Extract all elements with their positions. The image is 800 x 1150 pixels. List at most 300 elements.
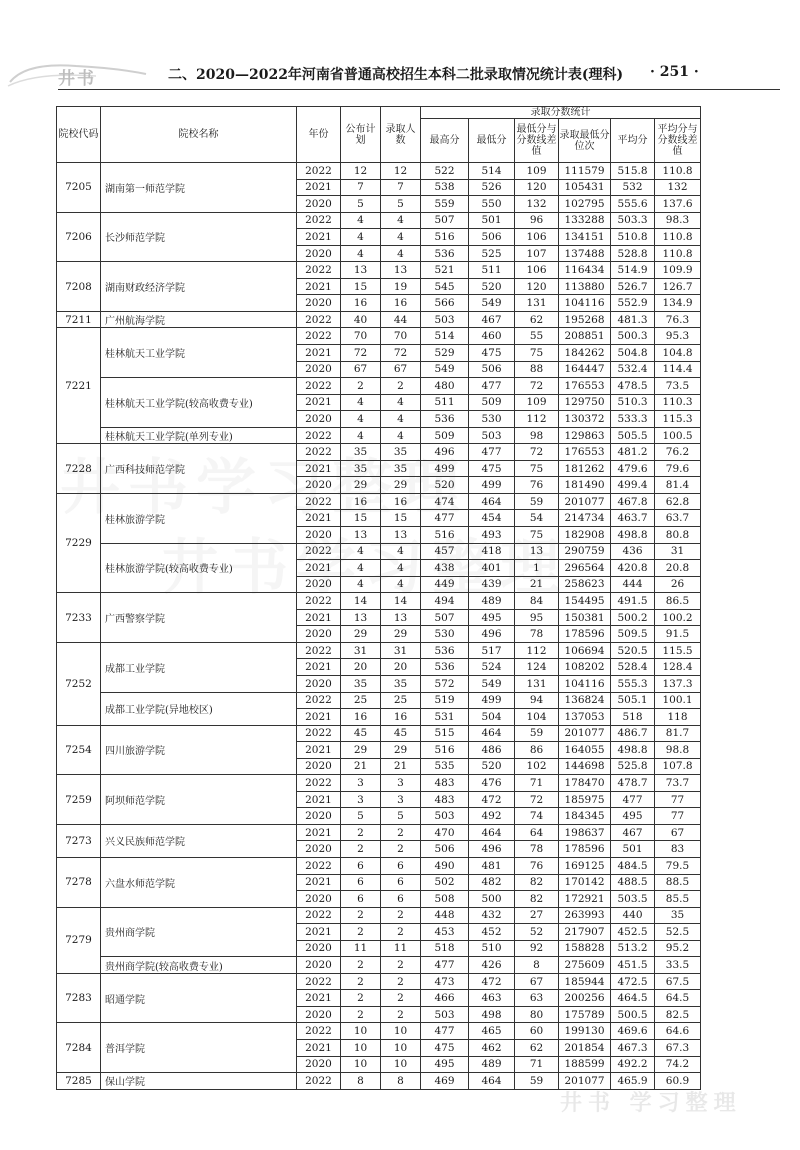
cell-max-score: 506 [421, 841, 469, 858]
cell-min-score: 514 [469, 163, 515, 180]
cell-avg-diff: 64.5 [655, 990, 701, 1007]
cell-admitted: 20 [381, 659, 421, 676]
cell-avg-diff: 100.1 [655, 692, 701, 709]
cell-plan: 29 [341, 742, 381, 759]
cell-plan: 4 [341, 212, 381, 229]
cell-year: 2021 [297, 345, 341, 362]
cell-year: 2021 [297, 990, 341, 1007]
cell-avg-score: 510.8 [611, 229, 655, 246]
cell-plan: 10 [341, 1056, 381, 1073]
cell-max-score: 559 [421, 196, 469, 213]
cell-min-rank: 198637 [559, 824, 611, 841]
cell-min-diff: 55 [515, 328, 559, 345]
cell-min-score: 524 [469, 659, 515, 676]
table-row [57, 642, 701, 659]
cell-avg-score: 500.2 [611, 609, 655, 626]
cell-admitted: 10 [381, 1039, 421, 1056]
cell-avg-score: 513.2 [611, 940, 655, 957]
cell-min-diff: 92 [515, 940, 559, 957]
cell-avg-diff: 134.9 [655, 295, 701, 312]
cell-min-diff: 59 [515, 725, 559, 742]
cell-min-rank: 184262 [559, 345, 611, 362]
cell-min-diff: 106 [515, 262, 559, 279]
cell-min-score: 464 [469, 725, 515, 742]
cell-year: 2022 [297, 311, 341, 328]
cell-avg-diff: 76.3 [655, 311, 701, 328]
cell-admitted: 2 [381, 907, 421, 924]
cell-plan: 12 [341, 163, 381, 180]
cell-plan: 31 [341, 642, 381, 659]
cell-min-score: 506 [469, 229, 515, 246]
cell-min-rank: 184345 [559, 808, 611, 825]
cell-max-score: 503 [421, 808, 469, 825]
cell-year: 2021 [297, 278, 341, 295]
cell-min-rank: 201077 [559, 725, 611, 742]
cell-min-score: 499 [469, 477, 515, 494]
cell-min-rank: 185975 [559, 791, 611, 808]
cell-max-score: 545 [421, 278, 469, 295]
cell-min-rank: 144698 [559, 758, 611, 775]
cell-code: 7208 [57, 262, 101, 312]
cell-year: 2020 [297, 196, 341, 213]
cell-avg-score: 492.2 [611, 1056, 655, 1073]
cell-max-score: 448 [421, 907, 469, 924]
cell-avg-diff: 128.4 [655, 659, 701, 676]
cell-avg-diff: 35 [655, 907, 701, 924]
cell-year: 2020 [297, 957, 341, 974]
cell-max-score: 495 [421, 1056, 469, 1073]
cell-avg-score: 499.4 [611, 477, 655, 494]
table-row [57, 824, 701, 841]
cell-min-score: 467 [469, 311, 515, 328]
cell-year: 2021 [297, 824, 341, 841]
cell-max-score: 480 [421, 378, 469, 395]
cell-min-rank: 178596 [559, 841, 611, 858]
cell-year: 2022 [297, 543, 341, 560]
cell-year: 2022 [297, 775, 341, 792]
cell-max-score: 483 [421, 775, 469, 792]
cell-avg-score: 514.9 [611, 262, 655, 279]
cell-admitted: 7 [381, 179, 421, 196]
cell-min-diff: 63 [515, 990, 559, 1007]
cell-min-rank: 176553 [559, 444, 611, 461]
cell-min-rank: 150381 [559, 609, 611, 626]
cell-admitted: 2 [381, 957, 421, 974]
cell-min-diff: 1 [515, 560, 559, 577]
cell-min-rank: 111579 [559, 163, 611, 180]
cell-max-score: 536 [421, 245, 469, 262]
cell-avg-diff: 95.3 [655, 328, 701, 345]
cell-avg-diff: 107.8 [655, 758, 701, 775]
cell-avg-score: 500.3 [611, 328, 655, 345]
cell-max-score: 516 [421, 742, 469, 759]
cell-min-diff: 72 [515, 378, 559, 395]
cell-min-score: 489 [469, 593, 515, 610]
cell-year: 2022 [297, 427, 341, 444]
cell-min-diff: 60 [515, 1023, 559, 1040]
cell-min-rank: 172921 [559, 891, 611, 908]
cell-year: 2020 [297, 758, 341, 775]
cell-avg-diff: 91.5 [655, 626, 701, 643]
cell-year: 2022 [297, 1073, 341, 1090]
cell-min-diff: 75 [515, 527, 559, 544]
cell-admitted: 10 [381, 1056, 421, 1073]
cell-min-rank: 154495 [559, 593, 611, 610]
cell-plan: 10 [341, 1039, 381, 1056]
cell-avg-diff: 86.5 [655, 593, 701, 610]
cell-min-diff: 13 [515, 543, 559, 560]
cell-max-score: 502 [421, 874, 469, 891]
cell-min-score: 489 [469, 1056, 515, 1073]
cell-min-rank: 199130 [559, 1023, 611, 1040]
table-row [57, 444, 701, 461]
cell-max-score: 499 [421, 460, 469, 477]
table-row [57, 311, 701, 328]
cell-avg-score: 526.7 [611, 278, 655, 295]
cell-max-score: 477 [421, 510, 469, 527]
cell-avg-score: 552.9 [611, 295, 655, 312]
cell-min-diff: 84 [515, 593, 559, 610]
cell-year: 2021 [297, 924, 341, 941]
cell-min-score: 504 [469, 709, 515, 726]
cell-min-rank: 208851 [559, 328, 611, 345]
cell-admitted: 3 [381, 775, 421, 792]
cell-avg-score: 477 [611, 791, 655, 808]
cell-min-score: 476 [469, 775, 515, 792]
cell-avg-score: 503.3 [611, 212, 655, 229]
cell-min-rank: 104116 [559, 675, 611, 692]
cell-min-score: 492 [469, 808, 515, 825]
cell-name: 桂林旅游学院 [101, 493, 297, 543]
cell-avg-diff: 118 [655, 709, 701, 726]
cell-min-score: 462 [469, 1039, 515, 1056]
cell-avg-diff: 137.6 [655, 196, 701, 213]
cell-min-diff: 131 [515, 675, 559, 692]
cell-year: 2021 [297, 1039, 341, 1056]
cell-min-diff: 94 [515, 692, 559, 709]
cell-min-score: 496 [469, 626, 515, 643]
cell-plan: 40 [341, 311, 381, 328]
cell-avg-score: 498.8 [611, 527, 655, 544]
cell-year: 2021 [297, 659, 341, 676]
cell-admitted: 10 [381, 1023, 421, 1040]
cell-plan: 8 [341, 1073, 381, 1090]
cell-year: 2020 [297, 1056, 341, 1073]
col-header-admit: 录取人数 [381, 107, 421, 163]
watermark-bottom: 井书 学习整理 [560, 1090, 742, 1116]
cell-plan: 6 [341, 874, 381, 891]
cell-avg-diff: 81.7 [655, 725, 701, 742]
cell-min-rank: 188599 [559, 1056, 611, 1073]
cell-min-rank: 113880 [559, 278, 611, 295]
cell-admitted: 13 [381, 262, 421, 279]
cell-name: 桂林旅游学院(较高收费专业) [101, 543, 297, 593]
cell-max-score: 536 [421, 659, 469, 676]
cell-plan: 4 [341, 245, 381, 262]
cell-max-score: 536 [421, 411, 469, 428]
cell-avg-diff: 80.8 [655, 527, 701, 544]
cell-year: 2020 [297, 361, 341, 378]
cell-avg-score: 500.5 [611, 1006, 655, 1023]
cell-max-score: 522 [421, 163, 469, 180]
cell-year: 2021 [297, 179, 341, 196]
cell-plan: 29 [341, 626, 381, 643]
cell-max-score: 509 [421, 427, 469, 444]
cell-min-diff: 80 [515, 1006, 559, 1023]
cell-min-score: 460 [469, 328, 515, 345]
cell-max-score: 514 [421, 328, 469, 345]
cell-admitted: 2 [381, 841, 421, 858]
cell-max-score: 503 [421, 1006, 469, 1023]
cell-admitted: 12 [381, 163, 421, 180]
cell-min-diff: 59 [515, 493, 559, 510]
cell-code: 7285 [57, 1073, 101, 1090]
cell-avg-diff: 67 [655, 824, 701, 841]
cell-admitted: 31 [381, 642, 421, 659]
cell-min-score: 401 [469, 560, 515, 577]
cell-avg-score: 501 [611, 841, 655, 858]
cell-avg-score: 478.7 [611, 775, 655, 792]
cell-avg-score: 436 [611, 543, 655, 560]
cell-avg-diff: 98.8 [655, 742, 701, 759]
cell-min-rank: 200256 [559, 990, 611, 1007]
cell-min-diff: 62 [515, 311, 559, 328]
cell-avg-diff: 73.7 [655, 775, 701, 792]
table-row [57, 775, 701, 792]
cell-admitted: 2 [381, 824, 421, 841]
cell-avg-score: 528.4 [611, 659, 655, 676]
cell-max-score: 483 [421, 791, 469, 808]
col-header-name: 院校名称 [101, 107, 297, 163]
cell-avg-diff: 73.5 [655, 378, 701, 395]
cell-min-rank: 164447 [559, 361, 611, 378]
col-header-plan: 公布计划 [341, 107, 381, 163]
col-header-max: 最高分 [421, 119, 469, 163]
table-row [57, 212, 701, 229]
cell-min-score: 475 [469, 460, 515, 477]
cell-plan: 4 [341, 229, 381, 246]
cell-min-diff: 52 [515, 924, 559, 941]
cell-plan: 5 [341, 196, 381, 213]
cell-plan: 2 [341, 907, 381, 924]
cell-plan: 16 [341, 295, 381, 312]
cell-admitted: 35 [381, 444, 421, 461]
cell-max-score: 572 [421, 675, 469, 692]
cell-year: 2020 [297, 295, 341, 312]
cell-min-score: 549 [469, 295, 515, 312]
cell-min-rank: 296564 [559, 560, 611, 577]
cell-max-score: 519 [421, 692, 469, 709]
cell-avg-score: 440 [611, 907, 655, 924]
cell-min-score: 511 [469, 262, 515, 279]
cell-admitted: 70 [381, 328, 421, 345]
cell-min-diff: 54 [515, 510, 559, 527]
cell-code: 7284 [57, 1023, 101, 1073]
cell-plan: 2 [341, 841, 381, 858]
cell-avg-diff: 26 [655, 576, 701, 593]
cell-code: 7205 [57, 163, 101, 213]
cell-avg-score: 467.3 [611, 1039, 655, 1056]
cell-admitted: 16 [381, 295, 421, 312]
cell-min-score: 499 [469, 692, 515, 709]
cell-admitted: 6 [381, 891, 421, 908]
cell-max-score: 530 [421, 626, 469, 643]
cell-min-score: 472 [469, 973, 515, 990]
cell-year: 2021 [297, 609, 341, 626]
cell-avg-score: 464.5 [611, 990, 655, 1007]
cell-admitted: 4 [381, 560, 421, 577]
logo [6, 60, 156, 88]
cell-avg-diff: 77 [655, 808, 701, 825]
cell-admitted: 5 [381, 196, 421, 213]
cell-avg-diff: 67.5 [655, 973, 701, 990]
cell-avg-score: 505.1 [611, 692, 655, 709]
cell-min-diff: 131 [515, 295, 559, 312]
cell-name: 昭通学院 [101, 973, 297, 1023]
cell-avg-diff: 88.5 [655, 874, 701, 891]
cell-min-score: 525 [469, 245, 515, 262]
cell-plan: 2 [341, 924, 381, 941]
cell-min-diff: 21 [515, 576, 559, 593]
cell-min-diff: 76 [515, 477, 559, 494]
cell-code: 7229 [57, 493, 101, 592]
table-header [57, 107, 701, 163]
cell-max-score: 507 [421, 212, 469, 229]
cell-year: 2020 [297, 940, 341, 957]
cell-max-score: 466 [421, 990, 469, 1007]
cell-year: 2021 [297, 791, 341, 808]
cell-code: 7279 [57, 907, 101, 973]
cell-min-score: 493 [469, 527, 515, 544]
cell-max-score: 508 [421, 891, 469, 908]
cell-min-rank: 133288 [559, 212, 611, 229]
cell-admitted: 6 [381, 857, 421, 874]
cell-min-rank: 129863 [559, 427, 611, 444]
table-row [57, 378, 701, 395]
cell-min-diff: 75 [515, 345, 559, 362]
cell-admitted: 4 [381, 245, 421, 262]
cell-name: 贵州商学院(较高收费专业) [101, 957, 297, 974]
cell-avg-score: 486.7 [611, 725, 655, 742]
col-header-min: 最低分 [469, 119, 515, 163]
table-row [57, 543, 701, 560]
cell-avg-diff: 137.3 [655, 675, 701, 692]
cell-avg-score: 528.8 [611, 245, 655, 262]
cell-avg-score: 520.5 [611, 642, 655, 659]
cell-name: 湖南财政经济学院 [101, 262, 297, 312]
table-row [57, 857, 701, 874]
cell-avg-diff: 104.8 [655, 345, 701, 362]
cell-min-rank: 130372 [559, 411, 611, 428]
cell-min-rank: 185944 [559, 973, 611, 990]
cell-min-diff: 59 [515, 1073, 559, 1090]
cell-plan: 3 [341, 791, 381, 808]
cell-max-score: 469 [421, 1073, 469, 1090]
cell-avg-diff: 100.2 [655, 609, 701, 626]
cell-plan: 3 [341, 775, 381, 792]
cell-avg-diff: 81.4 [655, 477, 701, 494]
cell-min-score: 452 [469, 924, 515, 941]
admission-table [56, 106, 701, 1090]
cell-plan: 45 [341, 725, 381, 742]
cell-year: 2020 [297, 576, 341, 593]
cell-min-score: 510 [469, 940, 515, 957]
cell-plan: 5 [341, 808, 381, 825]
cell-min-diff: 82 [515, 891, 559, 908]
cell-min-score: 520 [469, 758, 515, 775]
cell-year: 2020 [297, 808, 341, 825]
cell-max-score: 438 [421, 560, 469, 577]
cell-plan: 6 [341, 891, 381, 908]
cell-min-rank: 102795 [559, 196, 611, 213]
cell-avg-diff: 115.5 [655, 642, 701, 659]
cell-avg-score: 532 [611, 179, 655, 196]
cell-year: 2022 [297, 262, 341, 279]
cell-min-rank: 134151 [559, 229, 611, 246]
cell-admitted: 13 [381, 527, 421, 544]
cell-min-rank: 137488 [559, 245, 611, 262]
cell-avg-diff: 114.4 [655, 361, 701, 378]
cell-max-score: 474 [421, 493, 469, 510]
cell-avg-score: 503.5 [611, 891, 655, 908]
cell-plan: 14 [341, 593, 381, 610]
cell-min-rank: 164055 [559, 742, 611, 759]
col-header-year: 年份 [297, 107, 341, 163]
cell-year: 2022 [297, 163, 341, 180]
cell-max-score: 520 [421, 477, 469, 494]
cell-admitted: 19 [381, 278, 421, 295]
cell-name: 四川旅游学院 [101, 725, 297, 775]
cell-name: 兴义民族师范学院 [101, 824, 297, 857]
cell-min-score: 503 [469, 427, 515, 444]
cell-year: 2021 [297, 709, 341, 726]
cell-year: 2022 [297, 973, 341, 990]
cell-admitted: 21 [381, 758, 421, 775]
cell-year: 2021 [297, 510, 341, 527]
cell-admitted: 16 [381, 493, 421, 510]
cell-min-diff: 82 [515, 874, 559, 891]
col-header-diff: 最低分与分数线差值 [515, 119, 559, 163]
cell-min-rank: 129750 [559, 394, 611, 411]
cell-admitted: 14 [381, 593, 421, 610]
cell-name: 广西科技师范学院 [101, 444, 297, 494]
cell-year: 2021 [297, 742, 341, 759]
cell-plan: 2 [341, 1006, 381, 1023]
cell-code: 7273 [57, 824, 101, 857]
cell-avg-score: 452.5 [611, 924, 655, 941]
cell-min-score: 486 [469, 742, 515, 759]
cell-year: 2021 [297, 874, 341, 891]
cell-min-diff: 98 [515, 427, 559, 444]
cell-avg-diff: 77 [655, 791, 701, 808]
col-header-group: 录取分数统计 [421, 107, 701, 119]
cell-avg-score: 495 [611, 808, 655, 825]
cell-avg-score: 484.5 [611, 857, 655, 874]
cell-min-rank: 170142 [559, 874, 611, 891]
cell-year: 2021 [297, 560, 341, 577]
cell-name: 湖南第一师范学院 [101, 163, 297, 213]
cell-avg-score: 467 [611, 824, 655, 841]
page-header [0, 58, 800, 92]
cell-max-score: 566 [421, 295, 469, 312]
cell-plan: 21 [341, 758, 381, 775]
cell-avg-score: 469.6 [611, 1023, 655, 1040]
cell-min-diff: 112 [515, 411, 559, 428]
cell-plan: 16 [341, 493, 381, 510]
cell-min-rank: 181490 [559, 477, 611, 494]
table-row [57, 328, 701, 345]
cell-year: 2021 [297, 460, 341, 477]
